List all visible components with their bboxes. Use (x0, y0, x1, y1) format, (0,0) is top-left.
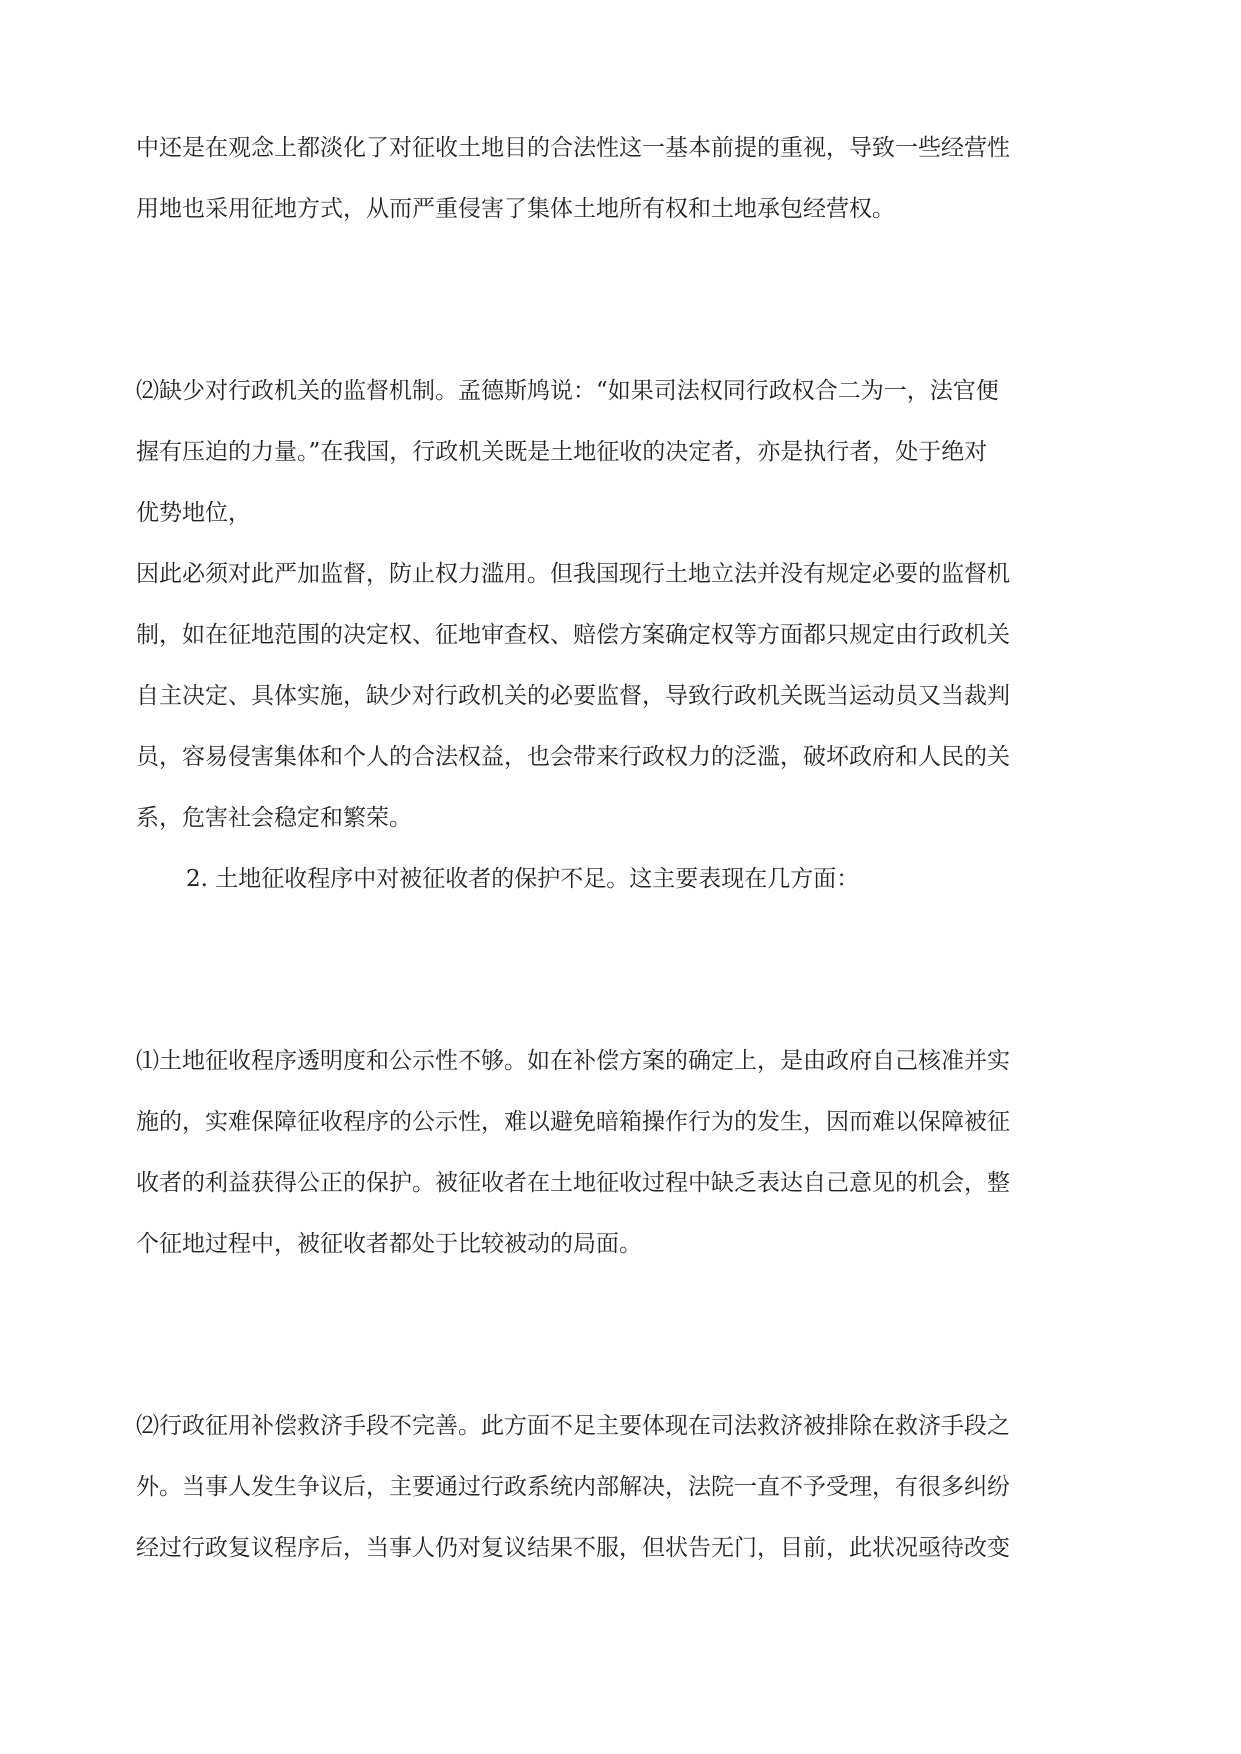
text-line: 中还是在观念上都淡化了对征收土地目的合法性这一基本前提的重视，导致一些经营性 (136, 135, 1010, 161)
text-line: 制，如在征地范围的决定权、征地审查权、赔偿方案确定权等方面都只规定由行政机关 (136, 622, 1010, 648)
text-line: 收者的利益获得公正的保护。被征收者在土地征收过程中缺乏表达自己意见的机会，整 (136, 1170, 1010, 1196)
text-line: 经过行政复议程序后，当事人仍对复议结果不服，但状告无门，目前，此状况亟待改变 (136, 1535, 1010, 1561)
text-line: 自主决定、具体实施，缺少对行政机关的必要监督，导致行政机关既当运动员又当裁判 (136, 683, 1010, 709)
text-line: 优势地位， (136, 500, 251, 526)
text-line: 因此必须对此严加监督，防止权力滥用。但我国现行土地立法并没有规定必要的监督机 (136, 561, 1010, 587)
text-line: 2. 土地征收程序中对被征收者的保护不足。这主要表现在几方面： (186, 866, 860, 892)
text-line: 系，危害社会稳定和繁荣。 (136, 805, 412, 831)
text-line: ⑵缺少对行政机关的监督机制。孟德斯鸠说：“如果司法权同行政权合二为一，法官便 (136, 378, 999, 404)
text-line: ⑵行政征用补偿救济手段不完善。此方面不足主要体现在司法救济被排除在救济手段之 (136, 1413, 1010, 1439)
text-line: 个征地过程中，被征收者都处于比较被动的局面。 (136, 1231, 642, 1257)
text-line: 施的，实难保障征收程序的公示性，难以避免暗箱操作行为的发生，因而难以保障被征 (136, 1109, 1010, 1135)
text-line: 用地也采用征地方式，从而严重侵害了集体土地所有权和土地承包经营权。 (136, 196, 895, 222)
text-line: 外。当事人发生争议后，主要通过行政系统内部解决，法院一直不予受理，有很多纠纷 (136, 1474, 1010, 1500)
text-line: 握有压迫的力量。”在我国，行政机关既是土地征收的决定者，亦是执行者，处于绝对 (136, 439, 988, 465)
text-line: ⑴土地征收程序透明度和公示性不够。如在补偿方案的确定上，是由政府自己核准并实 (136, 1048, 1010, 1074)
text-line: 员，容易侵害集体和个人的合法权益，也会带来行政权力的泛滥，破坏政府和人民的关 (136, 744, 1010, 770)
